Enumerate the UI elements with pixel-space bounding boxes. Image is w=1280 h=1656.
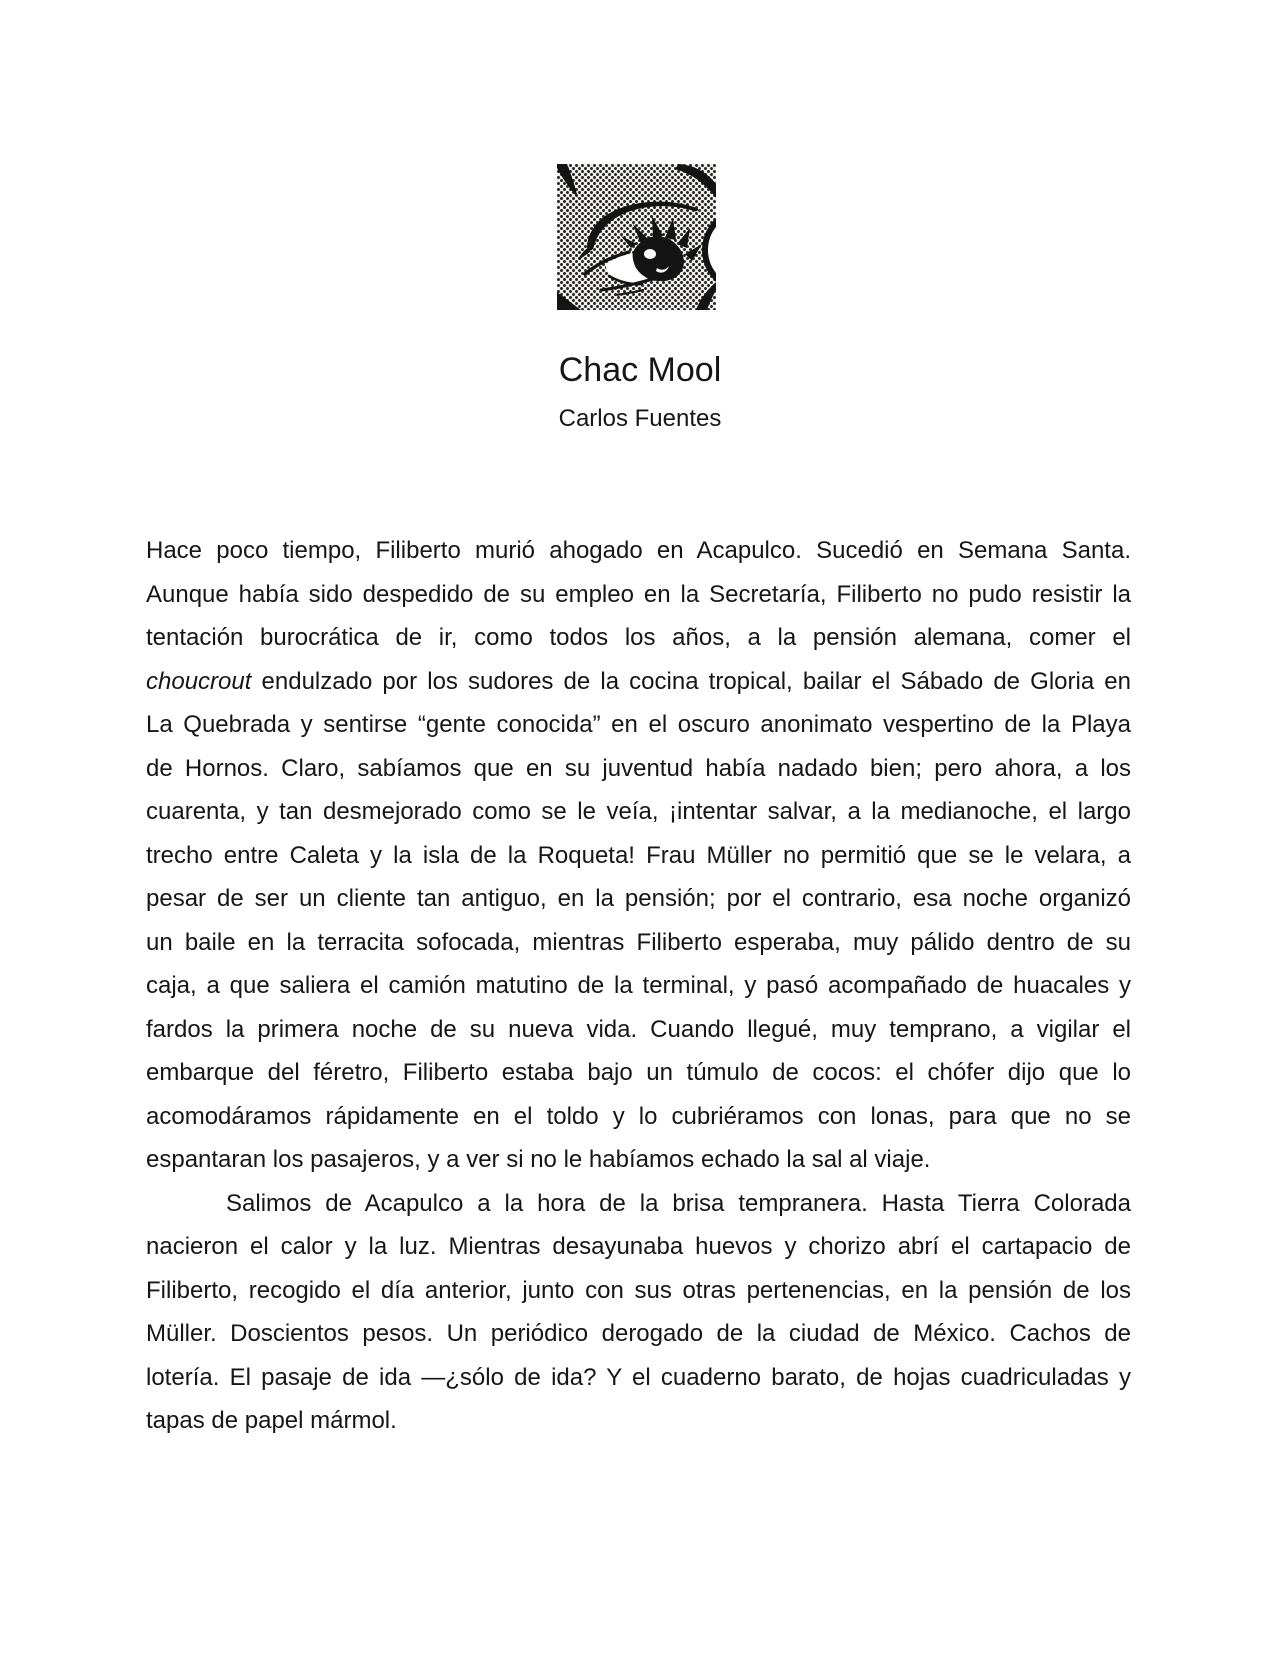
text-line bbox=[146, 1269, 1131, 1313]
text-segment: cuarenta, y tan desmejorado como se le veía, ¡intentar salvar, a la medianoche, el largo bbox=[146, 798, 1131, 825]
text-segment: de Hornos. Claro, sabíamos que en su juventud había nadado bien; pero ahora, a los bbox=[146, 754, 1131, 782]
text-line bbox=[146, 1051, 1131, 1095]
text-line bbox=[146, 1182, 1131, 1226]
text-line bbox=[146, 1095, 1131, 1139]
text-line bbox=[146, 921, 1131, 965]
text-line bbox=[146, 834, 1131, 878]
text-line bbox=[146, 964, 1131, 1008]
text-segment: embarque del féretro, Filiberto estaba bajo un túmulo de cocos: el chófer dijo que lo bbox=[146, 1059, 1131, 1086]
text-line bbox=[146, 1225, 1131, 1269]
text-segment: tapas de papel mármol. bbox=[146, 1407, 397, 1434]
italic-text-segment: choucrout bbox=[146, 667, 252, 695]
text-segment: tentación burocrática de ir, como todos los años, a la pensión alemana, comer el bbox=[146, 624, 1131, 651]
story-text bbox=[146, 529, 1131, 1443]
text-segment: trecho entre Caleta y la isla de la Roqueta! Frau Müller no permitió que se le velara, a bbox=[146, 841, 1131, 869]
eye-halftone-illustration bbox=[557, 164, 716, 310]
text-segment: Aunque había sido despedido de su empleo en la Secretaría, Filiberto no pudo resistir la bbox=[146, 580, 1131, 608]
text-line bbox=[146, 1399, 1131, 1443]
eye-halftone-svg bbox=[557, 164, 716, 310]
text-line bbox=[146, 1138, 1131, 1182]
text-line bbox=[146, 1008, 1131, 1052]
text-segment: nacieron el calor y la luz. Mientras desayunaba huevos y chorizo abrí el cartapacio de bbox=[146, 1233, 1131, 1260]
text-line bbox=[146, 747, 1131, 791]
paragraph bbox=[146, 529, 1131, 1182]
text-line bbox=[146, 790, 1131, 834]
text-segment: un baile en la terracita sofocada, mientras Filiberto esperaba, muy pálido dentro de su bbox=[146, 928, 1131, 956]
paragraph bbox=[146, 1182, 1131, 1443]
author-byline: Carlos Fuentes bbox=[558, 405, 722, 432]
page-title: Chac Mool bbox=[558, 351, 722, 389]
text-segment: endulzado por los sudores de la cocina tropical, bailar el Sábado de Gloria en bbox=[251, 667, 1131, 695]
text-segment: espantaran los pasajeros, y a ver si no le habíamos echado la sal al viaje. bbox=[146, 1146, 931, 1173]
text-segment: acomodáramos rápidamente en el toldo y lo cubriéramos con lonas, para que no se bbox=[146, 1102, 1131, 1130]
text-line bbox=[146, 573, 1131, 617]
text-segment: La Quebrada y sentirse “gente conocida” en el oscuro anonimato vespertino de la Playa bbox=[146, 711, 1131, 738]
text-line bbox=[146, 1356, 1131, 1400]
text-segment: Müller. Doscientos pesos. Un periódico derogado de la ciudad de México. Cachos de bbox=[146, 1320, 1131, 1347]
text-segment: lotería. El pasaje de ida —¿sólo de ida? Y el cuaderno barato, de hojas cuadriculadas y bbox=[146, 1363, 1131, 1391]
text-line bbox=[146, 616, 1131, 660]
text-line bbox=[146, 1312, 1131, 1356]
text-line bbox=[146, 529, 1131, 573]
text-segment: Salimos de Acapulco a la hora de la brisa tempranera. Hasta Tierra Colorada bbox=[226, 1189, 1131, 1217]
text-line bbox=[146, 703, 1131, 747]
text-segment: caja, a que saliera el camión matutino de la terminal, y pasó acompañado de huacales y bbox=[146, 972, 1131, 999]
text-segment: Filiberto, recogido el día anterior, junto con sus otras pertenencias, en la pensión de los bbox=[146, 1276, 1131, 1304]
text-line bbox=[146, 877, 1131, 921]
text-segment: pesar de ser un cliente tan antiguo, en la pensión; por el contrario, esa noche organizó bbox=[146, 885, 1131, 912]
text-line bbox=[146, 660, 1131, 704]
text-segment: Hace poco tiempo, Filiberto murió ahogado en Acapulco. Sucedió en Semana Santa. bbox=[146, 537, 1131, 564]
text-segment: fardos la primera noche de su nueva vida. Cuando llegué, muy temprano, a vigilar el bbox=[146, 1015, 1131, 1043]
